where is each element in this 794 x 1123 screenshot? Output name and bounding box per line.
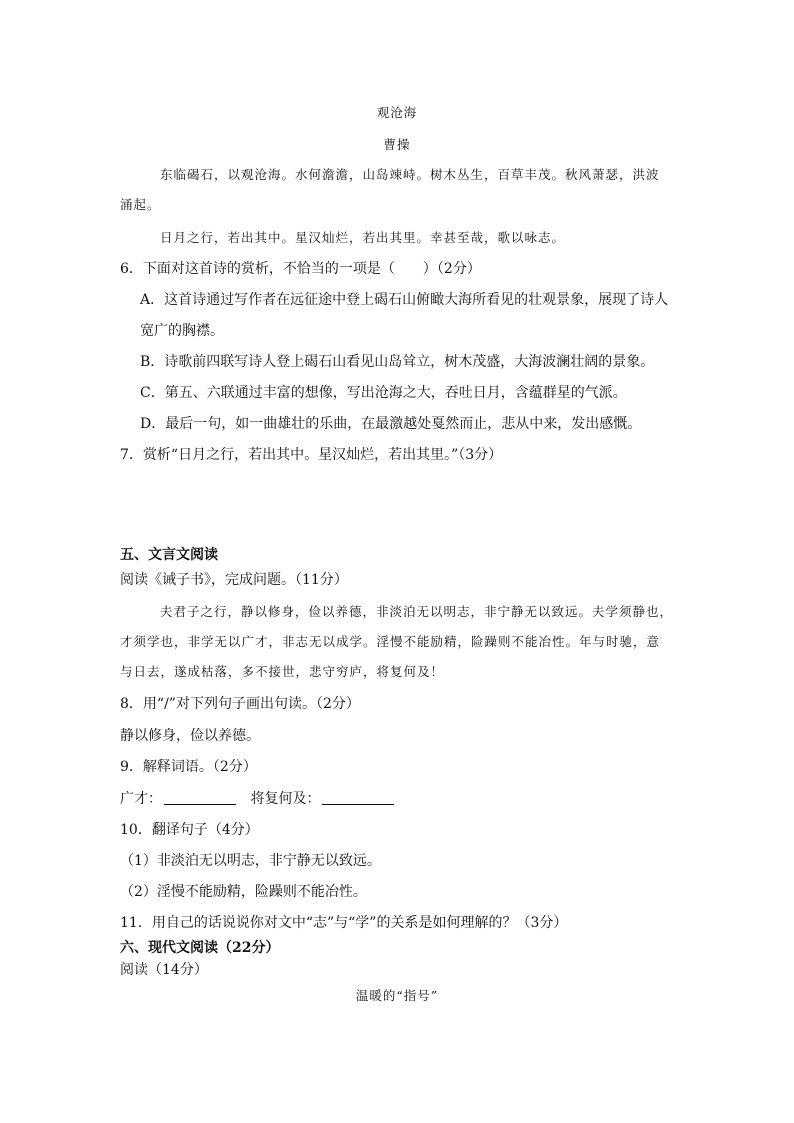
question-10-item: （1）非淡泊无以明志，非宁静无以致远。 <box>120 853 381 869</box>
question-10: 10．翻译句子（4分） <box>120 822 259 838</box>
passage-line: 与日去，遂成枯落，多不接世，悲守穷庐，将复何及！ <box>120 664 445 679</box>
question-9-blanks <box>120 789 400 809</box>
question-8: 8．用“/”对下列句子画出句读。（2分） <box>120 696 360 712</box>
term-label: 将复何及： <box>250 791 321 807</box>
question-9: 9．解释词语。（2分） <box>120 759 257 775</box>
option-a: A．这首诗通过写作者在远征途中登上碣石山俯瞰大海所看见的壮观景象，展现了诗人 <box>140 292 669 308</box>
poem-author: 曹操 <box>383 137 411 152</box>
poem-line: 涌起。 <box>120 197 161 212</box>
question-11: 11．用自己的话说说你对文中“志”与“学”的关系是如何理解的？（3分） <box>120 915 568 931</box>
answer-blank[interactable] <box>164 790 236 805</box>
term-label: 广才： <box>120 791 162 807</box>
option-b: B．诗歌前四联写诗人登上碣石山看见山岛耸立，树木茂盛，大海波澜壮阔的景象。 <box>140 354 655 370</box>
passage-line: 才须学也，非学无以广才，非志无以成学。淫慢不能励精，险躁则不能冶性。年与时驰，意 <box>120 634 661 649</box>
article-title: 温暖的“指号” <box>355 988 439 1003</box>
answer-blank[interactable] <box>322 790 394 805</box>
poem-title: 观沧海 <box>376 105 418 120</box>
passage-line: 夫君子之行，静以修身，俭以养德，非淡泊无以明志，非宁静无以致远。夫学须静也， <box>160 604 674 619</box>
section-5-intro: 阅读《诫子书》，完成问题。（11分） <box>120 572 348 588</box>
section-6-heading: 六、现代文阅读（22分） <box>120 940 280 956</box>
question-10-item: （2）淫慢不能励精，险躁则不能冶性。 <box>120 884 367 900</box>
question-8-sentence: 静以修身，俭以养德。 <box>120 728 260 744</box>
option-a-cont: 宽广的胸襟。 <box>140 323 224 339</box>
option-d: D．最后一句，如一曲雄壮的乐曲，在最激越处戛然而止，悲从中来，发出感慨。 <box>140 416 642 432</box>
option-c: C．第五、六联通过丰富的想像，写出沧海之大，吞吐日月，含蕴群星的气派。 <box>140 385 627 401</box>
section-6-intro: 阅读（14分） <box>120 962 208 978</box>
question-6: 6．下面对这首诗的赏析，不恰当的一项是（ ）（2分） <box>120 261 481 277</box>
section-5-heading: 五、文言文阅读 <box>120 547 218 563</box>
poem-line: 东临碣石，以观沧海。水何澹澹，山岛竦峙。树木丛生，百草丰茂。秋风萧瑟，洪波 <box>160 167 660 182</box>
poem-line: 日月之行，若出其中。星汉灿烂，若出其里。幸甚至哉，歌以咏志。 <box>160 230 566 245</box>
question-7: 7．赏析“日月之行，若出其中。星汉灿烂，若出其里。”（3分） <box>120 447 503 463</box>
